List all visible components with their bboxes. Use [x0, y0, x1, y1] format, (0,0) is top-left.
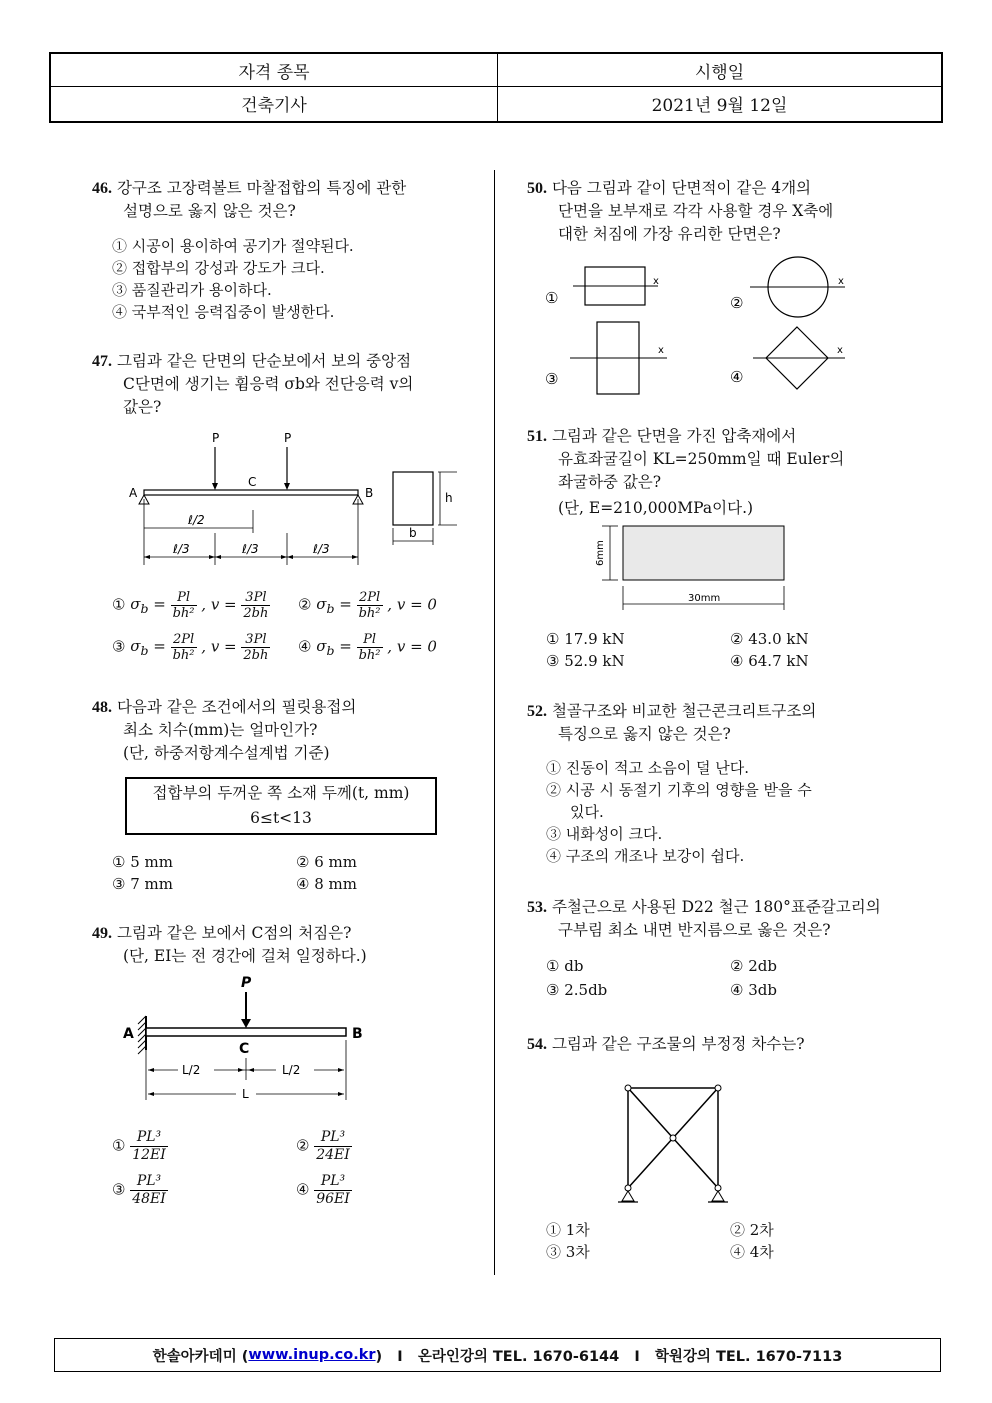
dim-arrowhead	[338, 1092, 344, 1096]
dim-arrowhead	[144, 555, 150, 559]
question-number: 52.	[527, 703, 547, 720]
option-1[interactable]: ① 5 mm	[112, 853, 173, 871]
dim-height-label: 6mm	[595, 540, 606, 566]
load-arrowhead	[241, 1019, 251, 1028]
joint	[625, 1085, 631, 1091]
support-a-label: A	[123, 1026, 134, 1042]
option-2-mark: ②	[730, 294, 744, 312]
header-table	[49, 52, 943, 123]
dim-arrowhead	[352, 555, 358, 559]
option-1[interactable]: ① 진동이 적고 소음이 덜 난다.	[546, 759, 749, 777]
point-c-label: C	[239, 1041, 250, 1057]
option-3-mark: ③	[545, 370, 559, 388]
q49-cantilever-figure	[118, 972, 378, 1102]
column-divider	[494, 170, 495, 1275]
q53-options	[546, 954, 926, 1002]
question-text: 대한 처짐에 가장 유리한 단면은?	[558, 225, 781, 243]
option-1[interactable]: ① db	[546, 957, 584, 975]
load-arrowhead	[212, 483, 218, 490]
q47-beam-figure	[120, 425, 470, 570]
footer	[54, 1338, 941, 1372]
question-text: 강구조 고장력볼트 마찰접합의 특징에 관한	[116, 179, 407, 197]
option-4[interactable]: ④ $\sigma_b$ = $\frac{Pl}{\text{bh²}}$ , v = 0	[298, 631, 437, 663]
option-3[interactable]: ③ 7 mm	[112, 875, 173, 893]
load-p1-label: P	[212, 431, 220, 445]
option-2[interactable]: ② $\frac{\text{PL³}}{24EI}$	[296, 1128, 350, 1163]
dim-half-label: L/2	[282, 1063, 301, 1077]
x-axis-label: x	[653, 276, 659, 287]
option-2[interactable]: ② 시공 시 동절기 기후의 영향을 받을 수	[546, 781, 812, 799]
question-47	[92, 350, 472, 419]
q46-options	[112, 235, 472, 323]
point-c-label: C	[248, 475, 257, 489]
question-text: 단면을 보부재로 각각 사용할 경우 X축에	[558, 202, 834, 220]
dim-b-label: b	[409, 526, 417, 540]
option-2[interactable]: ② 2차	[730, 1221, 774, 1239]
load-arrowhead	[284, 483, 290, 490]
option-4-mark: ④	[730, 368, 744, 386]
option-4[interactable]: ④ 8 mm	[296, 875, 357, 893]
question-53	[527, 896, 937, 942]
header-qualification-label: 자격 종목	[51, 54, 498, 86]
question-number: 54.	[527, 1036, 547, 1053]
option-4[interactable]: ④ 64.7 kN	[730, 652, 809, 670]
option-1[interactable]: ① $\sigma_b$ = $\frac{Pl}{\text{bh²}}$ , v = $\frac{3Pl}{2bh}$	[112, 589, 269, 621]
option-1[interactable]: ① 시공이 용이하여 공기가 절약된다.	[112, 237, 354, 255]
header-qualification-value: 건축기사	[51, 86, 498, 121]
dim-arrowhead	[248, 1068, 254, 1072]
q54-options	[546, 1219, 926, 1263]
question-52	[527, 700, 927, 746]
dim-third-label: ℓ/3	[313, 542, 330, 556]
option-1[interactable]: ① 1차	[546, 1221, 590, 1239]
load-p-label: P	[241, 975, 252, 991]
condition-range: 6≤t<13	[250, 809, 312, 827]
dim-h-label: h	[445, 491, 453, 505]
option-2-continued: 있다.	[570, 803, 604, 821]
question-50	[527, 177, 927, 246]
rectangular-section	[623, 526, 784, 580]
option-4[interactable]: ④ 3db	[730, 981, 777, 999]
question-note: (단, E=210,000MPa이다.)	[558, 499, 754, 517]
header-row-values	[51, 86, 941, 121]
option-3[interactable]: ③ 내화성이 크다.	[546, 825, 663, 843]
dim-width-label: 30mm	[688, 593, 721, 604]
q47-options	[112, 584, 472, 668]
q52-options	[546, 757, 926, 867]
dim-third-label: ℓ/3	[173, 542, 190, 556]
option-3[interactable]: ③ 품질관리가 용이하다.	[112, 281, 272, 299]
header-row-titles	[51, 54, 941, 87]
option-3[interactable]: ③ 2.5db	[546, 981, 608, 999]
question-text: 좌굴하중 값은?	[558, 473, 662, 491]
dim-half-label: ℓ/2	[188, 513, 205, 527]
support-a-label: A	[129, 486, 138, 500]
dim-third-label: ℓ/3	[242, 542, 259, 556]
dim-arrowhead	[215, 555, 221, 559]
option-4[interactable]: ④ 국부적인 응력집중이 발생한다.	[112, 303, 335, 321]
q50-sections-figure	[540, 255, 860, 395]
question-text: 다음과 같은 조건에서의 필릿용접의	[116, 698, 357, 716]
dim-l-label: L	[242, 1087, 249, 1101]
pin-support-left	[622, 1191, 634, 1201]
question-text: 설명으로 옳지 않은 것은?	[123, 202, 296, 220]
dim-arrowhead	[148, 1092, 154, 1096]
question-text: C단면에 생기는 휨응력 σb와 전단응력 v의	[123, 375, 414, 393]
option-4[interactable]: ④ 4차	[730, 1243, 774, 1261]
option-2[interactable]: ② 43.0 kN	[730, 630, 809, 648]
x-axis-label: x	[837, 345, 843, 356]
question-text: 특징으로 옳지 않은 것은?	[558, 725, 731, 743]
question-54	[527, 1033, 927, 1056]
footer-website-link[interactable]: www.inup.co.kr	[248, 1347, 376, 1363]
question-number: 48.	[92, 699, 112, 716]
support-b-label: B	[365, 486, 374, 500]
joint	[670, 1135, 676, 1141]
question-49	[92, 922, 472, 968]
footer-contact: ) I 온라인강의 TEL. 1670-6144 I 학원강의 TEL. 1670-7113	[375, 1348, 843, 1365]
footer-prefix: 한솔아카데미 (	[152, 1348, 249, 1365]
q48-options	[112, 851, 472, 895]
question-text: 주철근으로 사용된 D22 철근 180°표준갈고리의	[551, 898, 881, 916]
question-text: (단, EI는 전 경간에 걸쳐 일정하다.)	[123, 947, 367, 965]
dim-arrowhead	[209, 555, 215, 559]
question-48	[92, 696, 472, 765]
question-number: 53.	[527, 899, 547, 916]
q51-options	[546, 628, 926, 672]
question-number: 50.	[527, 180, 547, 197]
x-axis-label: x	[838, 276, 844, 287]
option-1-mark: ①	[545, 289, 559, 307]
option-1[interactable]: ① 17.9 kN	[546, 630, 625, 648]
pin-support-right	[712, 1191, 724, 1201]
q48-condition-box	[125, 777, 437, 835]
dim-arrowhead	[238, 1068, 244, 1072]
question-text: (단, 하중저항계수설계법 기준)	[123, 744, 330, 762]
option-3[interactable]: ③ $\sigma_b$ = $\frac{2Pl}{\text{bh²}}$ , v = $\frac{3Pl}{2bh}$	[112, 631, 269, 663]
condition-heading: 접합부의 두꺼운 쪽 소재 두께(t, mm)	[152, 784, 410, 802]
dim-arrowhead	[148, 1068, 154, 1072]
question-number: 49.	[92, 925, 112, 942]
dim-arrowhead	[281, 555, 287, 559]
question-text: 철골구조와 비교한 철근콘크리트구조의	[551, 702, 817, 720]
cross-section	[393, 472, 433, 525]
option-3[interactable]: ③ 3차	[546, 1243, 590, 1261]
question-text: 값은?	[123, 398, 162, 416]
load-p2-label: P	[284, 431, 292, 445]
question-number: 46.	[92, 180, 112, 197]
q51-section-figure	[585, 520, 800, 612]
beam	[146, 1028, 346, 1036]
beam	[144, 490, 358, 495]
option-4[interactable]: ④ 구조의 개조나 보강이 쉽다.	[546, 847, 745, 865]
question-text: 그림과 같은 구조물의 부정정 차수는?	[551, 1035, 805, 1053]
q54-frame-figure	[615, 1080, 735, 1205]
option-4[interactable]: ④ $\frac{\text{PL³}}{96EI}$	[296, 1172, 350, 1207]
question-text: 구부림 최소 내면 반지름으로 옳은 것은?	[558, 921, 831, 939]
dim-half-label: L/2	[182, 1063, 201, 1077]
question-text: 다음 그림과 같이 단면적이 같은 4개의	[551, 179, 812, 197]
option-3[interactable]: ③ $\frac{\text{PL³}}{48EI}$	[112, 1172, 166, 1207]
question-51	[527, 425, 927, 520]
end-b-label: B	[352, 1026, 363, 1042]
question-text: 유효좌굴길이 KL=250mm일 때 Euler의	[558, 450, 845, 468]
option-2[interactable]: ② 접합부의 강성과 강도가 크다.	[112, 259, 325, 277]
question-number: 47.	[92, 353, 112, 370]
q49-options	[112, 1124, 472, 1212]
question-text: 최소 치수(mm)는 얼마인가?	[123, 721, 318, 739]
dim-arrowhead	[287, 555, 293, 559]
joint	[715, 1085, 721, 1091]
dim-arrowhead	[338, 1068, 344, 1072]
header-date-value: 2021년 9월 12일	[651, 96, 788, 116]
question-46	[92, 177, 472, 223]
x-axis-label: x	[658, 345, 664, 356]
wall-hatch	[138, 1016, 146, 1054]
option-2[interactable]: ② $\sigma_b$ = $\frac{2Pl}{\text{bh²}}$ , v = 0	[298, 589, 437, 621]
question-number: 51.	[527, 428, 547, 445]
question-text: 그림과 같은 단면의 단순보에서 보의 중앙점	[116, 352, 412, 370]
question-text: 그림과 같은 단면을 가진 압축재에서	[551, 427, 797, 445]
option-3[interactable]: ③ 52.9 kN	[546, 652, 625, 670]
question-text: 그림과 같은 보에서 C점의 처짐은?	[116, 924, 352, 942]
header-date-label: 시행일	[694, 62, 745, 83]
option-1[interactable]: ① $\frac{\text{PL³}}{12EI}$	[112, 1128, 166, 1163]
option-2[interactable]: ② 2db	[730, 957, 777, 975]
option-2[interactable]: ② 6 mm	[296, 853, 357, 871]
